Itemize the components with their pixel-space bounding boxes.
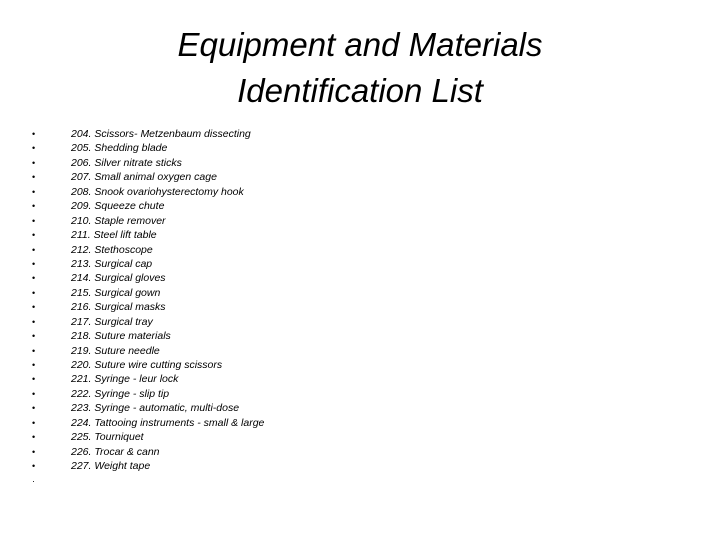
bullet-marker: • <box>32 316 36 327</box>
bullet-marker: • <box>32 273 36 284</box>
bullet-column <box>32 127 42 488</box>
bullet-marker: • <box>32 143 36 154</box>
bullet-marker: • <box>32 345 36 356</box>
bullet-marker: • <box>32 374 36 385</box>
list-item: 212. Stethoscope <box>71 243 153 256</box>
list-item: 225. Tourniquet <box>71 431 144 444</box>
list-item: 208. Snook ovariohysterectomy hook <box>71 185 244 198</box>
bullet-marker: • <box>32 129 36 139</box>
list-item: 209. Squeeze chute <box>71 200 165 213</box>
bullet-marker: • <box>32 244 36 255</box>
bullet-marker: • <box>32 215 36 226</box>
list-item: 224. Tattooing instruments - small & large <box>71 416 265 429</box>
list-item: 218. Suture materials <box>71 330 171 343</box>
bullet-marker: • <box>32 446 36 457</box>
list-item: 217. Surgical tray <box>71 315 153 328</box>
list-item: 214. Surgical gloves <box>71 272 166 285</box>
list-item: 211. Steel lift table <box>71 229 157 242</box>
list-item: 204. Scissors- Metzenbaum dissecting <box>71 128 251 140</box>
bullet-marker: • <box>32 432 36 443</box>
slide-title <box>0 22 720 114</box>
list-item: 213. Surgical cap <box>71 257 153 270</box>
bullet-marker-empty: · <box>32 475 35 486</box>
list-item: 215. Surgical gown <box>71 286 161 299</box>
bullet-marker: • <box>32 388 36 399</box>
list-item: 219. Suture needle <box>71 344 160 357</box>
list-item: 222. Syringe - slip tip <box>71 387 170 400</box>
bullet-marker: • <box>32 360 36 370</box>
bullet-marker: • <box>32 461 36 472</box>
list-item: 226. Trocar & cann <box>71 445 160 458</box>
bullet-marker: • <box>32 287 36 298</box>
title-line-1: Equipment and Materials <box>177 26 543 63</box>
list-item: 206. Silver nitrate sticks <box>71 156 182 169</box>
bullet-marker: • <box>32 186 36 197</box>
list-item: 216. Surgical masks <box>71 301 166 314</box>
bullet-marker: • <box>32 403 36 414</box>
bullet-marker: • <box>32 230 36 241</box>
bullet-marker: • <box>32 157 36 168</box>
list-item: 207. Small animal oxygen cage <box>71 171 217 184</box>
bullet-marker: • <box>32 258 36 269</box>
bullet-marker: • <box>32 417 36 428</box>
title-line-2: Identification List <box>237 72 483 109</box>
list-item: 210. Staple remover <box>71 214 166 227</box>
list-item: 220. Suture wire cutting scissors <box>71 359 223 371</box>
list-item: 221. Syringe - leur lock <box>71 373 179 386</box>
bullet-marker: • <box>32 172 36 183</box>
list-item: 227. Weight tape <box>71 460 151 473</box>
list-item: 223. Syringe - automatic, multi-dose <box>71 402 240 415</box>
list-item: 205. Shedding blade <box>71 142 168 155</box>
bullet-marker: • <box>32 201 36 212</box>
equipment-list <box>71 127 264 474</box>
bullet-marker: • <box>32 331 36 342</box>
bullet-marker: • <box>32 302 36 313</box>
